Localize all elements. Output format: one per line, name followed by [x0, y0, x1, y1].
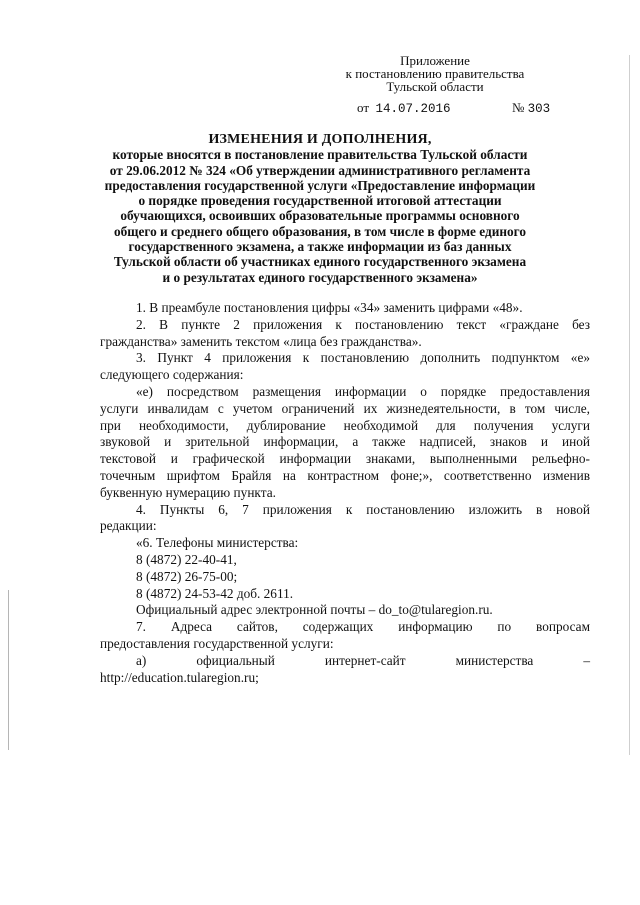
document-date: 14.07.2016 [375, 102, 451, 116]
title-line-7: государственного экзамена, а также информации из баз данных [128, 239, 512, 255]
document-title [90, 132, 550, 285]
appendix-line-3: Тульской области [386, 79, 484, 94]
subitem-e-line-5: текстовой и графической информации знаками, выполненными рельефно- [100, 451, 590, 467]
title-line-4: о порядке проведения государственной итоговой аттестации [138, 193, 502, 209]
title-line-5: обучающихся, освоивших образовательные программы основного [120, 208, 520, 224]
item-7-line-2: предоставления государственной услуги: [100, 635, 334, 651]
paragraph-2-line-1: 2. В пункте 2 приложения к постановлению текст «граждане без [136, 316, 590, 332]
ministry-website-url: http://education.tularegion.ru; [100, 669, 259, 685]
appendix-line-1: Приложение [400, 53, 470, 68]
item-6-heading: «6. Телефоны министерства: [136, 535, 299, 551]
official-email: Официальный адрес электронной почты – do_to@tularegion.ru. [136, 602, 493, 618]
title-line-1: которые вносятся в постановление правительства Тульской области [112, 147, 528, 163]
scan-edge-left [8, 590, 9, 750]
subitem-e-line-7: буквенную нумерацию пункта. [100, 484, 276, 500]
phone-2: 8 (4872) 26-75-00; [136, 568, 238, 584]
subitem-e-line-4: звуковой и зрительной информации, а также надписей, знаков и иной [100, 434, 590, 450]
number-label: № [512, 100, 525, 115]
item-7-line-1: 7. Адреса сайтов, содержащих информацию по вопросам [136, 619, 590, 635]
title-line-3: предоставления государственной услуги «Предоставление информации [104, 177, 536, 193]
subitem-e-line-2: услуги инвалидам с учетом ограничений их жизнедеятельности, в том числе, [100, 400, 590, 416]
appendix-header [330, 54, 540, 93]
date-prefix: от [357, 100, 370, 115]
paragraph-1: 1. В преамбуле постановления цифры «34» заменить цифрами «48». [136, 300, 523, 315]
subitem-e-line-3: при необходимости, дублирование необходимой для получения услуги [100, 417, 590, 433]
title-line-9: и о результатах единого государственного экзамена» [162, 269, 478, 285]
document-number: 303 [527, 102, 551, 116]
document-number-group [512, 100, 550, 116]
subitem-e-line-1: «е) посредством размещения информации о порядке предоставления [136, 383, 590, 399]
paragraph-3-line-2: следующего содержания: [100, 367, 244, 383]
paragraph-2-line-2: гражданства» заменить текстом «лица без гражданства». [100, 333, 422, 349]
title-line-8: Тульской области об участниках единого государственного экзамена [113, 254, 527, 270]
item-7a-line-1: а) официальный интернет-сайт министерства – [136, 652, 590, 668]
appendix-line-2: к постановлению правительства [345, 66, 525, 81]
scan-edge-right [629, 55, 630, 755]
title-main: ИЗМЕНЕНИЯ И ДОПОЛНЕНИЯ, [208, 132, 432, 147]
paragraph-4-line-1: 4. Пункты 6, 7 приложения к постановлению изложить в новой [136, 501, 590, 517]
title-line-2: от 29.06.2012 № 324 «Об утверждении административного регламента [109, 162, 531, 178]
date-number-line [357, 100, 551, 116]
phone-3: 8 (4872) 24-53-42 доб. 2611. [136, 585, 294, 601]
paragraph-3-line-1: 3. Пункт 4 приложения к постановлению дополнить подпунктом «е» [136, 350, 590, 366]
subitem-e-line-6: точечным шрифтом Брайля на контрастном фоне;», соответственно изменив [100, 467, 590, 483]
document-body [100, 300, 590, 686]
phone-1: 8 (4872) 22-40-41, [136, 551, 237, 567]
paragraph-4-line-2: редакции: [100, 518, 157, 534]
title-line-6: общего и среднего общего образования, в том числе в форме единого [113, 223, 527, 239]
